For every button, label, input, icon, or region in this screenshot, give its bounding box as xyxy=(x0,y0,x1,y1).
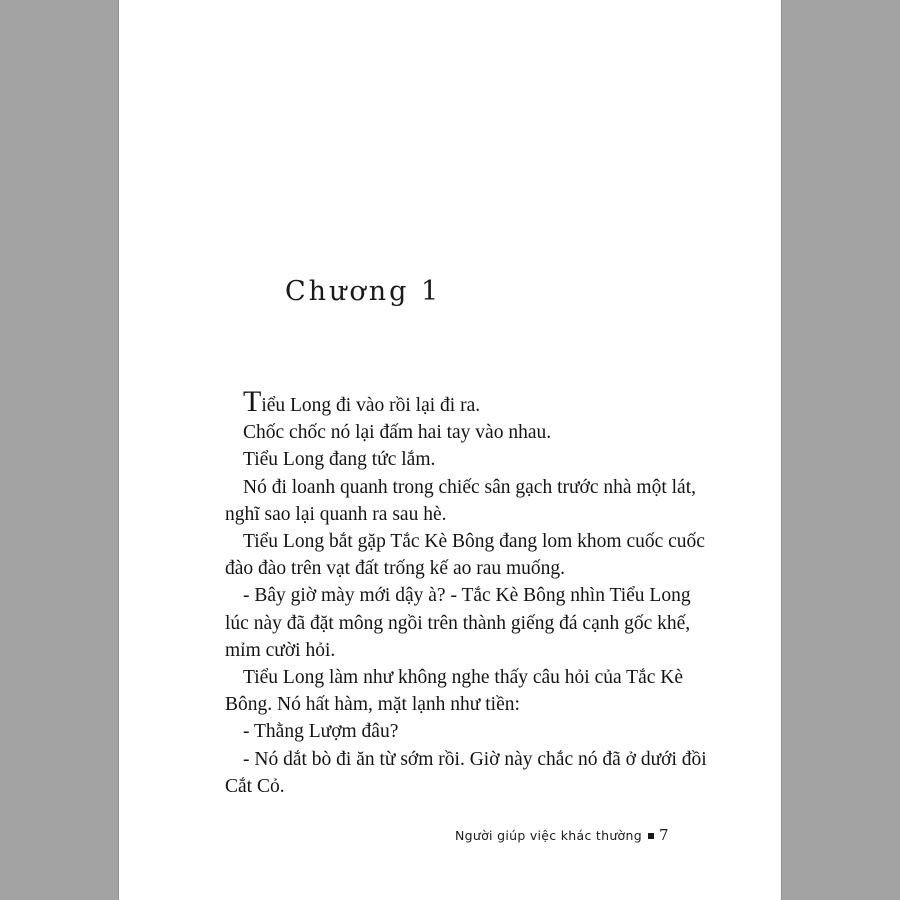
text-line: Tiểu Long làm như không nghe thấy câu hỏi của Tắc Kè xyxy=(243,667,684,689)
drop-cap-initial: T xyxy=(243,385,262,418)
text-line: lúc này đã đặt mông ngồi trên thành giếng đá cạnh gốc khế, xyxy=(225,612,691,634)
opening-line-text: iểu Long đi vào rồi lại đi ra. xyxy=(261,395,481,416)
page-number: 7 xyxy=(658,826,669,844)
chapter-title: Chương 1 xyxy=(285,276,442,307)
text-line: Chốc chốc nó lại đấm hai tay vào nhau. xyxy=(243,422,552,444)
running-footer xyxy=(455,826,669,844)
text-line: nghĩ sao lại quanh ra sau hè. xyxy=(225,503,447,525)
text-line: Nó đi loanh quanh trong chiếc sân gạch trước nhà một lát, xyxy=(243,476,697,498)
text-line: - Bây giờ mày mới dậy à? - Tắc Kè Bông nhìn Tiểu Long xyxy=(243,585,691,607)
text-line: đào đào trên vạt đất trống kế ao rau muống. xyxy=(225,558,566,580)
text-line: - Thằng Lượm đâu? xyxy=(243,721,399,743)
text-line: mỉm cười hỏi. xyxy=(225,639,336,661)
opening-line xyxy=(243,385,683,419)
chapter-body xyxy=(225,385,707,800)
square-bullet-icon xyxy=(648,833,654,839)
book-page xyxy=(118,0,782,900)
text-line: - Nó dắt bò đi ăn từ sớm rồi. Giờ này chắc nó đã ở dưới đồi xyxy=(243,748,707,770)
text-line: Tiểu Long bắt gặp Tắc Kè Bông đang lom khom cuốc cuốc xyxy=(243,531,705,553)
text-line: Cắt Cỏ. xyxy=(225,775,285,797)
running-title: Người giúp việc khác thường xyxy=(455,828,642,843)
text-line: Bông. Nó hất hàm, mặt lạnh như tiền: xyxy=(225,694,520,716)
text-line: Tiểu Long đang tức lắm. xyxy=(243,449,436,471)
